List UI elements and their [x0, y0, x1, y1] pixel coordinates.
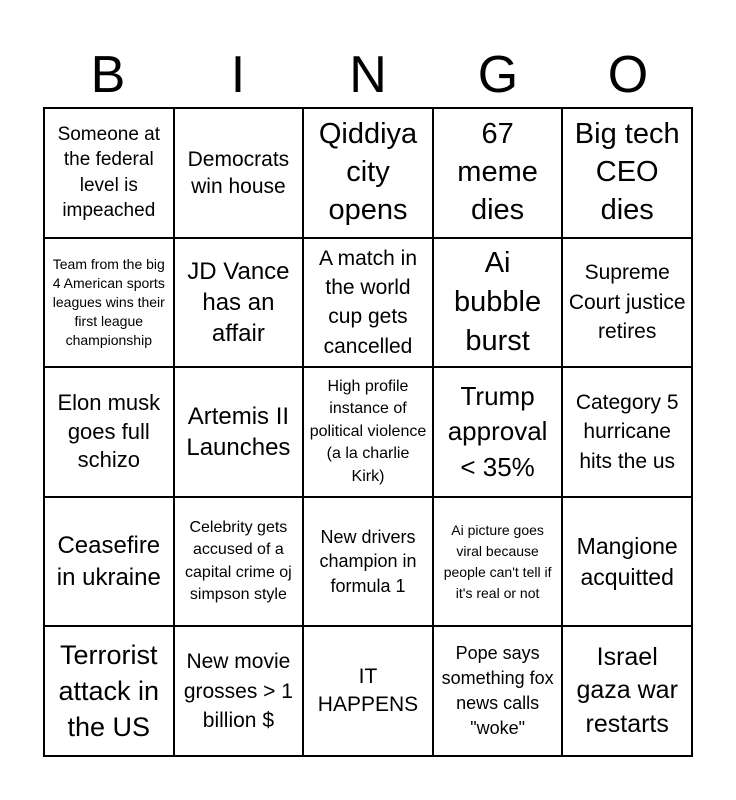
bingo-cell-text: Celebrity gets accused of a capital crime oj simpson style [185, 518, 292, 603]
bingo-grid [43, 107, 693, 757]
bingo-header [43, 46, 693, 104]
bingo-cell-text: High profile instance of political violence (a la charlie Kirk) [309, 378, 427, 485]
bingo-cell-text: Terrorist attack in the US [58, 639, 160, 743]
bingo-cell[interactable] [44, 626, 174, 756]
bingo-cell[interactable] [303, 238, 433, 368]
bingo-cell-text: Team from the big 4 American sports leagues wins their first league championship [52, 256, 165, 348]
bingo-cell-text: Pope says something fox news calls "woke" [441, 642, 554, 739]
bingo-cell-text: New movie grosses > 1 billion $ [183, 650, 293, 732]
bingo-cell-text: Supreme Court justice retires [568, 261, 686, 344]
bingo-cell[interactable] [562, 367, 692, 497]
bingo-cell-text: Qiddiya city opens [318, 118, 418, 226]
bingo-cell-text: Ai picture goes viral because people can't tell if it's real or not [443, 521, 552, 601]
header-letter-o: O [607, 46, 649, 104]
bingo-cell[interactable] [433, 497, 563, 627]
bingo-cell[interactable] [174, 238, 304, 368]
header-letter-n: N [349, 46, 387, 104]
bingo-cell-text: Someone at the federal level is impeached [57, 123, 161, 222]
bingo-cell[interactable] [433, 626, 563, 756]
bingo-cell[interactable] [562, 238, 692, 368]
bingo-cell-text: Big tech CEO dies [574, 118, 680, 226]
bingo-cell[interactable] [44, 108, 174, 238]
bingo-cell-text: Democrats win house [187, 147, 290, 198]
bingo-cell-text: New drivers champion in formula 1 [319, 527, 417, 596]
header-letter-i: I [230, 46, 246, 104]
bingo-cell[interactable] [44, 367, 174, 497]
header-letter-b: B [90, 46, 126, 104]
bingo-cell[interactable] [174, 497, 304, 627]
header-letter-g: G [477, 46, 519, 104]
bingo-cell[interactable] [562, 108, 692, 238]
bingo-cell-text: JD Vance has an affair [187, 257, 290, 347]
bingo-cell[interactable] [44, 497, 174, 627]
bingo-cell[interactable] [303, 626, 433, 756]
bingo-cell-text: Israel gaza war restarts [576, 642, 678, 739]
bingo-cell-text: Ceasefire in ukraine [56, 532, 161, 591]
bingo-cell[interactable] [174, 626, 304, 756]
bingo-cell[interactable] [562, 626, 692, 756]
bingo-cell-text: Trump approval < 35% [447, 381, 548, 482]
bingo-cell[interactable] [433, 108, 563, 238]
bingo-cell-text: 67 meme dies [457, 118, 538, 226]
bingo-cell-text: Elon musk goes full schizo [57, 390, 161, 473]
bingo-cell[interactable] [433, 367, 563, 497]
bingo-cell[interactable] [44, 238, 174, 368]
bingo-cell[interactable] [303, 497, 433, 627]
bingo-cell-text: Mangione acquitted [576, 532, 678, 590]
bingo-cell-text: IT HAPPENS [317, 664, 419, 717]
bingo-cell[interactable] [174, 108, 304, 238]
bingo-cell-text: Category 5 hurricane hits the us [575, 390, 679, 473]
bingo-cell[interactable] [562, 497, 692, 627]
bingo-cell[interactable] [433, 238, 563, 368]
bingo-cell[interactable] [303, 108, 433, 238]
bingo-cell-text: Artemis II Launches [186, 402, 291, 461]
bingo-cell[interactable] [303, 367, 433, 497]
bingo-cell[interactable] [174, 367, 304, 497]
bingo-cell-text: A match in the world cup gets cancelled [318, 246, 418, 358]
bingo-cell-text: Ai bubble burst [454, 246, 542, 357]
